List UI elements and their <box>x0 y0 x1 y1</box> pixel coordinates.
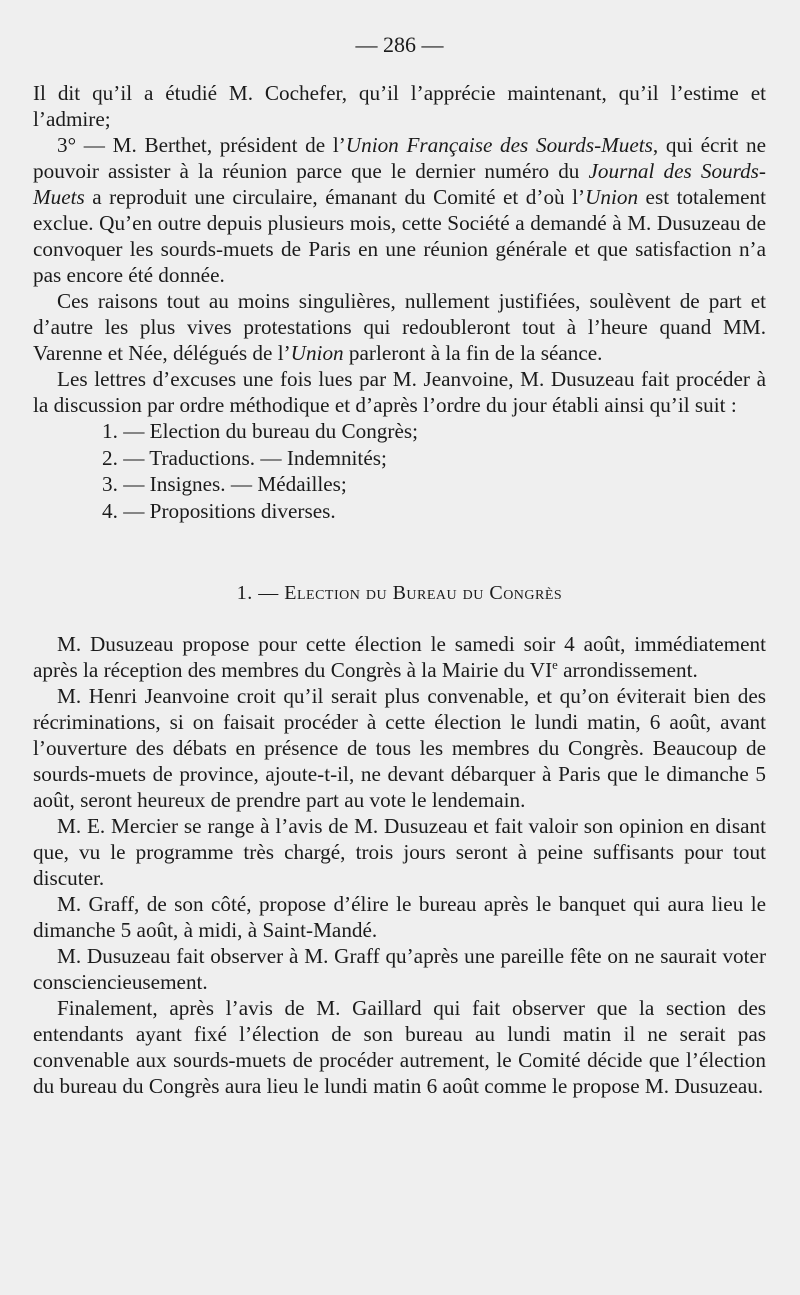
agenda-item: 2. — Traductions. — Indemnités; <box>102 445 387 470</box>
text-run: arrondissement. <box>557 658 698 682</box>
agenda-list <box>33 418 766 524</box>
text-run: est totalement exclue. Qu’en outre depuis plusieurs mois, cette Société a demandé à M. Dusuzeau de convoquer les sourds-muets de Paris en une réunion générale et que satisfaction n’a pas encore été donnée. <box>33 185 766 287</box>
paragraph-cochefer: Il dit qu’il a étudié M. Cochefer, qu’il l’apprécie maintenant, qu’il l’estime et l’admire; <box>33 81 766 131</box>
paragraph-graff: M. Graff, de son côté, propose d’élire le bureau après le banquet qui aura lieu le dimanche 5 août, à midi, à Saint-Mandé. <box>33 892 766 942</box>
paragraph-berthet <box>33 132 766 288</box>
text-run: Ces raisons tout au moins singulières, nullement justifiées, soulèvent de part et d’autre les plus vives protestations qui redoubleront tout à l’heure quand MM. Varenne et Née, délégués de l’ <box>33 289 766 365</box>
italic-run: Journal des Sourds-Muets <box>33 159 766 209</box>
paragraph-finalement: Finalement, après l’avis de M. Gaillard qui fait observer que la section des entendants ayant fixé l’élection de son bureau au lundi matin il ne serait pas convenable aux sourds-muets de procéder autrement, le Comité décide que l’élection du bureau du Congrès aura lieu le lundi matin 6 août comme le propose M. Dusuzeau. <box>33 996 766 1098</box>
text-run: 3° — M. Berthet, président de l’ <box>57 133 346 157</box>
text-run: a reproduit une circulaire, émanant du Comité et d’où l’ <box>84 185 586 209</box>
section-heading: 1. — Election du Bureau du Congrès <box>236 582 563 604</box>
italic-run: Union Française des Sourds-Muets <box>345 133 653 157</box>
paragraph-jeanvoine: M. Henri Jeanvoine croit qu’il serait plus convenable, et qu’on éviterait bien des récriminations, si on faisait procéder à cette élection le lundi matin, 6 août, avant l’ouverture des débats en présence de tous les membres du Congrès. Beaucoup de sourds-muets de province, ajoute-t-il, ne devant débarquer à Paris que le dimanche 5 août, seront heureux de prendre part au vote le lendemain. <box>33 684 766 812</box>
page-number: — 286 — <box>355 32 444 57</box>
paragraph-dusuzeau-proposal <box>33 631 766 683</box>
agenda-item: 1. — Election du bureau du Congrès; <box>102 419 418 443</box>
superscript: e <box>552 657 558 672</box>
italic-run: Union <box>290 341 344 365</box>
paragraph-mercier: M. E. Mercier se range à l’avis de M. Dusuzeau et fait valoir son opinion en disant que, vu le programme très chargé, trois jours seront à peine suffisants pour tout discuter. <box>33 814 766 890</box>
text-run: M. Dusuzeau propose pour cette élection le samedi soir 4 août, immédiatement après la réception des membres du Congrès à la Mairie du VI <box>33 632 766 682</box>
paragraph-ordre-du-jour: Les lettres d’excuses une fois lues par M. Jeanvoine, M. Dusuzeau fait procéder à la discussion par ordre méthodique et d’après l’ordre du jour établi ainsi qu’il suit : <box>33 367 766 417</box>
paragraph-dusuzeau-reply: M. Dusuzeau fait observer à M. Graff qu’après une pareille fête on ne saurait voter consciencieusement. <box>33 944 766 994</box>
paragraph-protestations <box>33 288 766 366</box>
text-run: , qui écrit ne pouvoir assister à la réunion parce que le dernier numéro du <box>33 133 766 183</box>
italic-run: Union <box>585 185 639 209</box>
agenda-item: 4. — Propositions diverses. <box>102 498 336 523</box>
text-run: parleront à la fin de la séance. <box>343 341 603 365</box>
agenda-item: 3. — Insignes. — Médailles; <box>102 472 347 496</box>
